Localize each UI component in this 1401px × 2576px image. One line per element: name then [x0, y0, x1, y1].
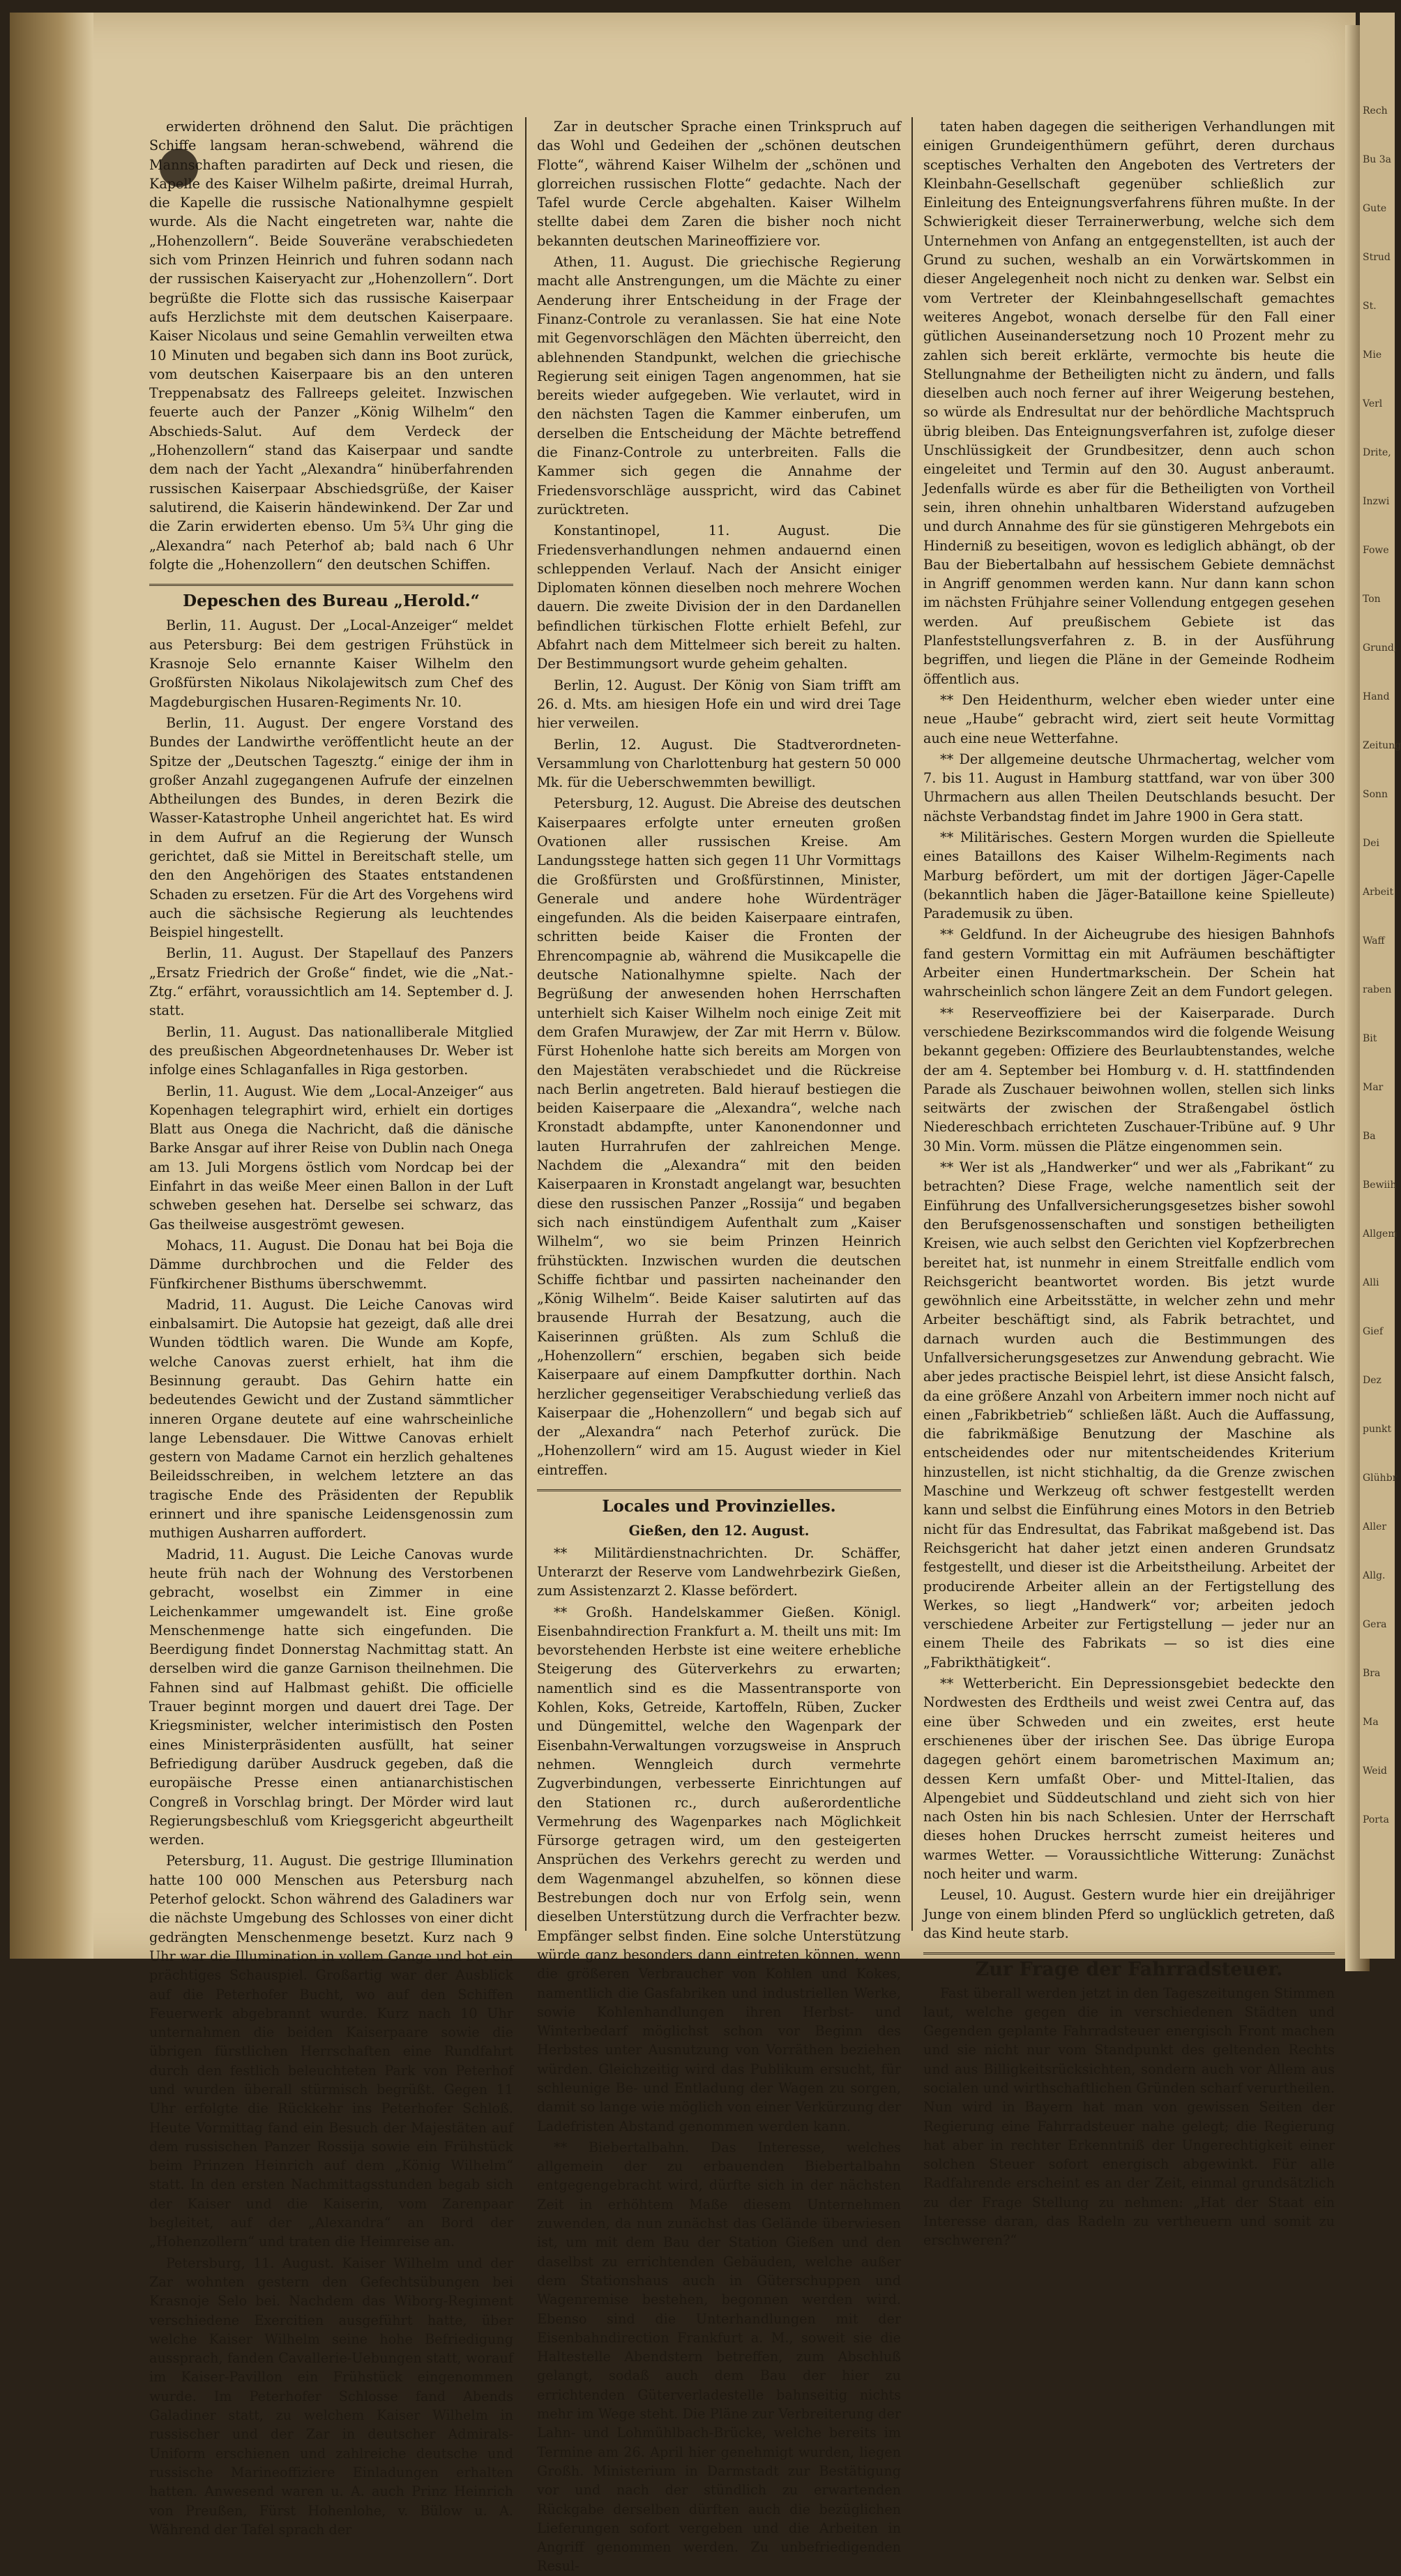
news-item: Madrid, 11. August. Die Leiche Canovas wird einbalsamirt. Die Autopsie hat gezeigt, daß alle drei Wunden tödtlich waren. Die Wunde am Kopfe, welche Canovas zuerst erhielt, hat ihm die Besinnung geraubt. Das Gehirn hatte ein bedeutendes Gewicht und der Zustand sämmtlicher inneren Organe deutete auf eine wahrscheinliche lange Lebensdauer. Die Wittwe Canovas erhielt gestern von Madame Carnot ein herzlich gehaltenes Beileidsschreiben, in welchem letztere an das tragische Ende des Präsidenten der Republik erinnert und ihre spanische Leidensgenossin zum muthigen Ausharren auffordert.	[149, 1296, 513, 1542]
news-item: Berlin, 11. August. Der engere Vorstand des Bundes der Landwirthe veröffentlicht heute an der Spitze der „Deutschen Tagesztg.“ einige der ihm in großer Anzahl zugegangenen Aufrufe der einzelnen Abtheilungen des Bundes, in deren Bezirk die Wasser-Katastrophe Unheil angerichtet hat. Es wird in dem Aufruf an die Regierung der Wunsch gerichtet, daß sie Mittel in Bereitschaft stelle, um den den Angehörigen des Staates entstandenen Schaden zu ersetzen. Für die Art des Vorgehens wird auch die sächsische Regierung als leuchtendes Beispiel hingestellt.	[149, 714, 513, 941]
column-rule	[525, 117, 527, 1931]
news-item: Leusel, 10. August. Gestern wurde hier ein dreijähriger Junge von einem blinden Pferd so unglücklich getreten, daß das Kind heute starb.	[923, 1887, 1335, 1941]
adjacent-page-fragment: Porta	[1363, 1814, 1389, 1825]
article-continuation: taten haben dagegen die seitherigen Verhandlungen mit einigen Grundeigenthümern geführt, deren durchaus sceptisches Verhalten den Angeboten des Vertreters der Kleinbahn-Gesellschaft gegenüber schließlich zur Einleitung des Enteignungsverfahrens führen mußte. In der Schwierigkeit dieser Terrainerwerbung, welche sich dem Unternehmen von Anfang an entgegenstellten, ist auch der Grund zu suchen, weshalb an ein Vorwärtskommen in dieser Angelegenheit noch nicht zu denken war. Selbst ein vom Vertreter der Kleinbahngesellschaft gemachtes weiteres Angebot, wonach derselbe für den Fall einer gütlichen Auseinandersetzung noch 10 Prozent mehr zu zahlen sich bereit erklärte, vermochte bis heute die Stellungnahme der Betheiligten nicht zu ändern, und falls dieselben auch noch ferner auf ihrer Weigerung bestehen, so würde als Endresultat nur der behördliche Machtspruch übrig bleiben. Das Enteignungsverfahren ist, zufolge dieser Unschlüssigkeit der Grundbesitzer, denn auch schon eingeleitet und Termin auf den 30. August anberaumt. Jedenfalls würde es aber für die Betheiligten von Vortheil sein, ihren ohnehin unhaltbaren Widerstand aufzugeben und durch Annahme des für sie günstigeren Mehrgebots ein Hinderniß zu beseitigen, wovon es lediglich abhängt, ob der Bau der Biebertalbahn auf hessischem Gebiete demnächst in Angriff genommen werden kann. Nur dann kann schon im nächsten Frühjahre seiner Vollendung entgegen gesehen werden. Auf preußischem Gebiete ist das Planfeststellungsverfahren z. B. in der Ausführung begriffen, und liegen die Pläne in der Gemeinde Rodheim öffentlich aus.	[923, 119, 1335, 687]
news-item: ** Geldfund. In der Aicheugrube des hiesigen Bahnhofs fand gestern Vormittag ein mit Aufräumen beschäftigter Arbeiter einen Hundertmarkschein. Der Schein hat wahrscheinlich schon längere Zeit an dem Fundort gelegen.	[923, 926, 1335, 1000]
adjacent-page-fragment: Mie	[1363, 349, 1382, 361]
adjacent-page-fragment: Allg.	[1363, 1570, 1386, 1581]
news-item: Petersburg, 12. August. Die Abreise des deutschen Kaiserpaares erfolgte unter erneuten großen Ovationen aller russischen Kreise. Am Landungsstege hatten sich gegen 11 Uhr Vormittags die Großfürsten und Großfürstinnen, Minister, Generale und andere hohe Würdenträger eingefunden. Als die beiden Kaiserpaare eintrafen, schritten beide Kaiser die Fronten der Ehrencompagnie ab, während die Musikcapelle die deutsche Nationalhymne spielte. Nach der Begrüßung der anwesenden hohen Herrschaften unterhielt sich Kaiser Wilhelm noch einige Zeit mit dem Grafen Murawjew, der Zar mit Herrn v. Bülow. Fürst Hohenlohe hatte sich bereits am Morgen von den Majestäten verabschiedet und die Rückreise nach Berlin angetreten. Bald hierauf bestiegen die beiden Kaiserpaare die „Alexandra“, welche nach Kronstadt abdampfte, unter Kanonendonner und lauten Hurrahrufen der zahlreichen Menge. Nachdem die „Alexandra“ mit den beiden Kaiserpaaren in Kronstadt angelangt war, besuchten diese den russischen Panzer „Rossija“ und begaben sich nach einstündigem Aufenthalt zum „Kaiser Wilhelm“, wo sie beim Prinzen Heinrich frühstückten. Inzwischen wurden die deutschen Schiffe fichtbar und passirten nacheinander den „König Wilhelm“. Beide Kaiser salutirten auf das brausende Hurrah der Besatzung, auch die Kaiserinnen grüßten. Als zum Schluß die „Hohenzollern“ erschien, begaben sich beide Kaiserpaare auf einem Dampfkutter dorthin. Nach herzlicher gegenseitiger Verabschiedung verließ das Kaiserpaar die „Hohenzollern“ und begab sich auf der „Alexandra“ nach Peterhof zurück. Die „Hohenzollern“ wird am 15. August wieder in Kiel eintreffen.	[537, 795, 901, 1478]
adjacent-page-fragment: Allgem	[1363, 1228, 1398, 1240]
adjacent-page-edge	[1360, 13, 1401, 1959]
article-heading: Zur Frage der Fahrradsteuer.	[923, 1952, 1335, 1979]
adjacent-page-fragment: Gera	[1363, 1619, 1387, 1630]
newspaper-page	[10, 13, 1356, 2575]
adjacent-page-fragment: Bit	[1363, 1033, 1377, 1044]
adjacent-page-fragment: Inzwi	[1363, 496, 1390, 507]
article-continuation: Zar in deutscher Sprache einen Trinkspruch auf das Wohl und Gedeihen der „schönen deutschen Flotte“, während Kaiser Wilhelm der „schönen und glorreichen russischen Flotte“ gedachte. Nach der Tafel wurde Cercle abgehalten. Kaiser Wilhelm stellte dabei dem Zaren die bisher noch nicht bekannten deutschen Marineoffiziere vor.	[537, 119, 901, 249]
adjacent-page-fragment: Gute	[1363, 203, 1387, 214]
adjacent-page-fragment: Strud	[1363, 252, 1391, 263]
adjacent-page-fragment: Bu 3a	[1363, 154, 1392, 165]
adjacent-page-fragment: Grund,	[1363, 642, 1398, 654]
adjacent-page-fragment: St.	[1363, 301, 1377, 312]
adjacent-page-fragment: Ba	[1363, 1131, 1376, 1142]
article-continuation: erwiderten dröhnend den Salut. Die prächtigen Schiffe langsam heran-schwebend, während die Mannschaften paradirten auf Deck und riesen, die Kapelle des Kaiser Wilhelm paßirte, dreimal Hurrah, die Kapelle die russische Nationalhymne gespielt wurde. Als die Nacht eingetreten war, nahte die „Hohenzollern“. Beide Souveräne verabschiedeten sich vom Prinzen Heinrich und fuhren sodann nach der russischen Kaiseryacht zur „Hohenzollern“. Dort begrüßte die Flotte sich das russische Kaiserpaar aufs Herzlichste mit dem deutschen Kaiserpaare. Kaiser Nicolaus und seine Gemahlin verweilten etwa 10 Minuten und begaben sich dann ins Boot zurück, vom deutschen Kaiserpaare bis an den unteren Treppenabsatz des Fallreeps geleitet. Inzwischen feuerte auch der Panzer „König Wilhelm“ den Abschieds-Salut. Auf dem Verdeck der „Hohenzollern“ stand das Kaiserpaar und sandte dem nach der Yacht „Alexandra“ hinüberfahrenden russischen Kaiserpaar Abschiedsgrüße, der Kaiser salutirend, die Kaiserin händewinkend. Der Zar und die Zarin erwiderten ebenso. Um 5¾ Uhr ging die „Alexandra“ nach Peterhof ab; bald nach 6 Uhr folgte die „Hohenzollern“ den deutschen Schiffen.	[149, 119, 513, 573]
news-item: ** Militärdienstnachrichten. Dr. Schäffer, Unterarzt der Reserve vom Landwehrbezirk Gießen, zum Assistenzarzt 2. Klasse befördert.	[537, 1544, 901, 1599]
news-item: ** Reserveoffiziere bei der Kaiserparade. Durch verschiedene Bezirkscommandos wird die folgende Weisung bekannt gegeben: Offiziere des Beurlaubtenstandes, welche der am 4. September bei Homburg v. d. H. stattfindenden Parade als Zuschauer beiwohnen wollen, stellen sich links seitwärts der zwischen der Straßengabel östlich Niedereschbach errichteten Zuschauer-Tribüne auf. 9 Uhr 30 Min. Vorm. müssen die Plätze eingenommen sein.	[923, 1004, 1335, 1154]
adjacent-page-fragment: Bra	[1363, 1668, 1381, 1679]
adjacent-page-fragment: Dez	[1363, 1375, 1381, 1386]
section-heading: Depeschen des Bureau „Herold.“	[149, 584, 513, 610]
adjacent-page-fragment: Waff	[1363, 935, 1385, 947]
news-item: Berlin, 11. August. Wie dem „Local-Anzeiger“ aus Kopenhagen telegraphirt wird, erhielt ein dortiges Blatt aus Onega die Nachricht, daß die dänische Barke Ansgar auf ihrer Reise von Dublin nach Onega am 13. Juli Morgens östlich vom Nordcap bei der Einfahrt in das weiße Meer einen Ballon in der Luft schweben gesehen hat. Derselbe sei schwarz, das Gas theilweise ausgeströmt gewesen.	[149, 1083, 513, 1233]
news-item: ** Großh. Handelskammer Gießen. Königl. Eisenbahndirection Frankfurt a. M. theilt uns mit: Im bevorstehenden Herbste ist eine weitere erhebliche Steigerung des Güterverkehrs zu erwarten; namentlich sind es die Massentransporte von Kohlen, Koks, Getreide, Kartoffeln, Rüben, Zucker und Düngemittel, welche den Wagenpark der Eisenbahn-Verwaltungen vorzugsweise in Anspruch nehmen. Wenngleich durch vermehrte Zugverbindungen, verbesserte Einrichtungen auf den Stationen rc., durch außerordentliche Vermehrung des Wagenparkes nach Möglichkeit Fürsorge getragen wird, um den gesteigerten Ansprüchen des Verkehrs gerecht zu werden und dem Wagenmangel abzuhelfen, so können diese Bestrebungen doch nur von Erfolg sein, wenn dieselben Unterstützung durch die Verfrachter bezw. Empfänger selbst finden. Eine solche Unterstützung würde ganz besonders dann eintreten können, wenn die größeren Verbraucher von Kohlen und Kokes, namentlich die Gasfabriken und industriellen Werke, sowie Kohlenhandlungen ihren Herbst- und Winterbedarf möglichst schon vor Beginn des Herbstes unter Ausnutzung von Vorräthen beziehen würden. Gleichzeitig wird das Publikum ersucht, für schleunige Be- und Entladung der Wagen zu sorgen, damit so lange wie möglich von einer Verkürzung der Ladefristen Abstand genommen werden kann.	[537, 1604, 901, 2134]
adjacent-page-fragment: Drite,	[1363, 447, 1391, 458]
adjacent-page-fragment: punkt	[1363, 1424, 1392, 1435]
adjacent-page-fragment: Weid	[1363, 1765, 1387, 1777]
news-item: Madrid, 11. August. Die Leiche Canovas wurde heute früh nach der Wohnung des Verstorbenen gebracht, woselbst ein Zimmer in eine Leichenkammer umgewandelt ist. Eine große Menschenmenge hatte sich eingefunden. Die Beerdigung findet Donnerstag Nachmittag statt. An derselben wird die ganze Garnison theilnehmen. Die Fahnen sind auf Halbmast gehißt. Die officielle Trauer beginnt morgen und dauert drei Tage. Der Kriegsminister, welcher interimistisch den Posten eines Ministerpräsidenten ausfüllt, hat seiner Befriedigung darüber Ausdruck gegeben, daß die europäische Presse einen antianarchistischen Congreß in Vorschlag bringt. Der Mörder wird laut Regierungsbeschluß vom Kriegsgericht abgeurtheilt werden.	[149, 1546, 513, 1848]
adjacent-page-fragment: Zeitung	[1363, 740, 1401, 751]
news-item: ** Biebertalbahn. Das Interesse, welches allgemein der zu erbauenden Biebertalbahn entgegengebracht wird, dürfte sich in der nächsten Zeit in erhöhtem Maße diesem Unternehmen zuwenden, da nun zunächst das Gelände überwiesen ist, um mit dem Bau der Station Gießen und den daselbst zu errichtenden Gebäuden, welche außer dem Stationshaus auch in Güterschuppen und Wagenremise bestehen, begonnen werden wird. Ebenso sind die Unterhandlungen mit der Eisenbahndirection Frankfurt a. M., soweit sie die Haltestelle Abendstern betreffen, zum Abschluß gelangt, sodaß auch dem Bau der hier zu errichtenden Güterverladestelle bahnseitig nichts mehr im Wege steht. Die Pläne zur Verbreiterung der Lahn- und Lohmühlbach-Brücke, welche bereits im Termine am 26. April hier genehmigt wurden, liegen Großh. Ministerium in Darmstadt zur Bestätigung vor und nach der stündlich zu erwartenden Rückgabe derselben dürften auch die bezüglichen Lieferungen sofort vergeben und die Arbeiten in Angriff genommen werden. Zu unbefriedigenden Resul-	[537, 2139, 901, 2575]
news-item: Berlin, 11. August. Der Stapellauf des Panzers „Ersatz Friedrich der Große“ findet, wie die „Nat.-Ztg.“ erfährt, voraussichtlich am 14. September d. J. statt.	[149, 945, 513, 1019]
adjacent-page-fragment: raben	[1363, 984, 1392, 995]
adjacent-page-fragment: Bewiih	[1363, 1180, 1397, 1191]
adjacent-page-fragment: Mar	[1363, 1082, 1384, 1093]
column-left	[149, 117, 513, 2538]
adjacent-page-fragment: Arbeit	[1363, 887, 1394, 898]
news-item: Berlin, 11. August. Der „Local-Anzeiger“ meldet aus Petersburg: Bei dem gestrigen Frühstück in Krasnoje Selo ernannte Kaiser Wilhelm den Großfürsten Nikolaus Nikolajewitsch zum Chef des Magdeburgischen Husaren-Regiments Nr. 10.	[149, 617, 513, 710]
adjacent-page-fragment: Rech	[1363, 105, 1388, 116]
adjacent-page-fragment: Aller	[1363, 1521, 1387, 1532]
news-item: Athen, 11. August. Die griechische Regierung macht alle Anstrengungen, um die Mächte zu einer Aenderung ihrer Entscheidung in der Frage der Finanz-Controle zu veranlassen. Sie hat eine Note mit Gegenvorschlägen den Mächten überreicht, den ablehnenden Standpunkt, welchen die griechische Regierung seit einigen Tagen angenommen, hat sie bereits wieder aufgegeben. Wie verlautet, wird in den nächsten Tagen die Kammer einberufen, um derselben die Entscheidung der Mächte betreffend die Finanz-Controle zu unterbreiten. Falls die Kammer sich gegen die Annahme der Friedensvorschläge ausspricht, wird das Cabinet zurücktreten.	[537, 254, 901, 518]
news-item: ** Der allgemeine deutsche Uhrmachertag, welcher vom 7. bis 11. August in Hamburg stattfand, war von über 300 Uhrmachern aus allen Theilen Deutschlands besucht. Der nächste Verbandstag findet im Jahre 1900 in Gera statt.	[923, 751, 1335, 824]
news-item: ** Wetterbericht. Ein Depressionsgebiet bedeckte den Nordwesten des Erdtheils und weist zwei Centra auf, das eine über Schweden und ein zweites, erst heute erschienenes über der irischen See. Das übrige Europa dagegen gehört einem barometrischen Maximum an; dessen Kern umfaßt Ober- und Mittel-Italien, das Alpengebiet und Süddeutschland und zieht sich von hier nach Osten hin bis nach Schlesien. Unter der Herrschaft dieses hohen Druckes herrscht zumeist heiteres und warmes Wetter. — Voraussichtliche Witterung: Zunächst noch heiter und warm.	[923, 1675, 1335, 1883]
news-item: Petersburg, 11. August. Die gestrige Illumination hatte 100 000 Menschen aus Petersburg nach Peterhof gelockt. Schon während des Galadiners war die nächste Umgebung des Schlosses von einer dicht gedrängten Menschenmenge besetzt. Kurz nach 9 Uhr war die Illumination in vollem Gange und bot ein prächtiges Schauspiel. Großartig war der Ausblick auf die Peterhofer Bucht, wo auf den Schiffen Feuerwerk abgebrannt wurde. Kurz nach 10 Uhr unternahmen die beiden Kaiserpaare sowie die übrigen fürstlichen Herrschaften eine Rundfahrt durch den festlich beleuchteten Park von Peterhof und wurden überall stürmisch begrüßt. Gegen 11 Uhr erfolgte die Rückkehr ins Peterhofer Schloß. Heute Vormittag fand ein Besuch der Majestäten auf dem russischen Panzer Rossija sowie ein Frühstück beim Prinzen Heinrich auf dem „König Wilhelm“ statt. In den ersten Nachmittagsstunden begab sich der Kaiser und die Kaiserin, vom Zarenpaar begleitet, auf der „Alexandra“ an Bord der „Hohenzollern“ und traten die Heimreise an.	[149, 1853, 513, 2250]
column-right	[923, 117, 1335, 2249]
news-item: Berlin, 11. August. Das nationalliberale Mitglied des preußischen Abgeordnetenhauses Dr. Weber ist infolge eines Schlaganfalles in Riga gestorben.	[149, 1023, 513, 1078]
adjacent-page-fragment: Alli	[1363, 1277, 1379, 1288]
article-body: Fast überall werden jetzt in den Tageszeitungen Stimmen laut, welche gegen die in verschiedenen Städten und Gegenden geplante Fahrradsteuer energisch Front machen und sie nicht nur vom Standpunkt des geltenden Rechts und aus Billigkeitsrücksichten, sondern auch vor Allem aus socialen und wirthschaftlichen Gründen scharf verurtheilen. Nun wird in Bayern hat man von gewissen Seiten der Regierung eine Fahrradsteuer nahe gelegt; die Regierung hat aber in rechter Erkenntniß der Ungerechtigkeit einer solchen Steuer sofort energisch abgewinkt. Für alle Radfahrende erscheint es an der Zeit, einmal grundsätzlich zu der Frage Stellung zu nehmen: „Hat der Staat ein Interesse daran, das Radeln zu vertheuern und somit zu erschweren?“	[923, 1984, 1335, 2249]
dateline: Gießen, den 12. August.	[628, 1523, 810, 1539]
column-middle	[537, 117, 901, 2575]
news-item: ** Den Heidenthurm, welcher eben wieder unter eine neue „Haube“ gebracht wird, ziert seit heute Vormittag auch eine neue Wetterfahne.	[923, 691, 1335, 746]
adjacent-page-fragment: Ma	[1363, 1717, 1379, 1728]
adjacent-page-fragment: Gief	[1363, 1326, 1384, 1337]
adjacent-page-fragment: Verl	[1363, 398, 1383, 409]
news-item: Konstantinopel, 11. August. Die Friedensverhandlungen nehmen andauernd einen schleppenden Verlauf. Nach der Ansicht einiger Diplomaten können dieselben noch mehrere Wochen dauern. Die zweite Division der in den Dardanellen befindlichen türkischen Flotte erhielt Befehl, zur Abfahrt nach dem Mittelmeer sich bereit zu halten. Der Bestimmungsort wurde geheim gehalten.	[537, 522, 901, 672]
adjacent-page-fragment: Hand	[1363, 691, 1390, 702]
adjacent-page-fragment: Glühbr	[1363, 1472, 1398, 1484]
news-item: Berlin, 12. August. Der König von Siam trifft am 26. d. Mts. am hiesigen Hofe ein und wird drei Tage hier verweilen.	[537, 677, 901, 732]
news-item: ** Militärisches. Gestern Morgen wurden die Spielleute eines Bataillons des Kaiser Wilhelm-Regiments nach Marburg befördert, um mit der dortigen Jäger-Capelle (bekanntlich haben die Jäger-Bataillone keine Spielleute) Parademusik zu üben.	[923, 829, 1335, 922]
news-item: Mohacs, 11. August. Die Donau hat bei Boja die Dämme durchbrochen und die Felder des Fünfkirchener Bisthums überschwemmt.	[149, 1237, 513, 1292]
section-heading: Locales und Provinzielles.	[537, 1489, 901, 1516]
adjacent-page-fragment: Fowe	[1363, 545, 1389, 556]
news-item: Berlin, 12. August. Die Stadtverordneten-Versammlung von Charlottenburg hat gestern 50 000 Mk. für die Ueberschwemmten bewilligt.	[537, 736, 901, 791]
column-rule	[911, 117, 913, 1931]
adjacent-page-fragment: Ton	[1363, 594, 1381, 605]
news-item: Petersburg, 11. August. Kaiser Wilhelm und der Zar wohnten gestern den Gefechtsübungen bei Krasnoje Selo bei. Nachdem das Wiborg-Regiment verschiedene Exercitien ausgeführt hatte, über welche Kaiser Wilhelm seine hohe Befriedigung aussprach, fanden Cavallerie-Uebungen statt, worauf im Kaiser-Pavillon ein Frühstück eingenommen wurde. Im Peterhofer Schlosse fand Abends Galadiner statt, zu welchem Kaiser Wilhelm in russischer und der Zar in deutscher Admirals-Uniform erschienen und zahlreiche deutsche und russische Marineoffiziere Einladungen erhalten hatten. Anwesend waren u. A. auch Prinz Heinrich von Preußen, Fürst Hohenlohe, v. Bülow u. A. Während der Tafel sprach der	[149, 2254, 513, 2538]
news-item: ** Wer ist als „Handwerker“ und wer als „Fabrikant“ zu betrachten? Diese Frage, welche namentlich seit der Einführung des Unfallversicherungsgesetzes bisher sowohl den Berufsgenossenschaften und sonstigen betheiligten Kreisen, wie auch selbst den Gerichten viel Kopfzerbrechen bereitet hat, ist nunmehr in einem Streitfalle endlich vom Reichsgericht beantwortet worden. Bis jetzt wurde gewöhnlich eine Arbeitsstätte, in welcher zehn und mehr Arbeiter beschäftigt sind, als Fabrik betrachtet, und darnach wurden auch die Bestimmungen des Unfallversicherungsgesetzes zur Anwendung gebracht. Wie aber jedes practische Beispiel lehrt, ist diese Ansicht falsch, da eine größere Anzahl von Arbeitern immer noch nicht auf einen „Fabrikbetrieb“ schließen läßt. Auch die Auffassung, die fabrikmäßige Benutzung der Maschine als entscheidendes oder nur mitentscheidendes Kriterium hinzustellen, ist nicht stichhaltig, da die Grenze zwischen Maschine und Werkzeug oft schwer festgestellt werden kann und selbst die Einführung eines Motors in den Betrieb nicht für das Endresultat, das Fabrikat maßgebend ist. Das Reichsgericht hat daher jetzt einen anderen Grundsatz festgestellt, und dieser ist die Arbeitstheilung. Arbeitet der producirende Arbeiter allein an der Fertigstellung des Werkes, so liegt „Handwerk“ vor; arbeiten jedoch verschiedene Arbeiter zur Fertigstellung — jeder nur an einem Theile des Fabrikats — so ist dies eine „Fabrikthätigkeit“.	[923, 1159, 1335, 1671]
scanned-page-edge	[10, 13, 93, 1959]
adjacent-page-fragment: Sonn	[1363, 789, 1388, 800]
adjacent-page-fragment: Dei	[1363, 838, 1379, 849]
